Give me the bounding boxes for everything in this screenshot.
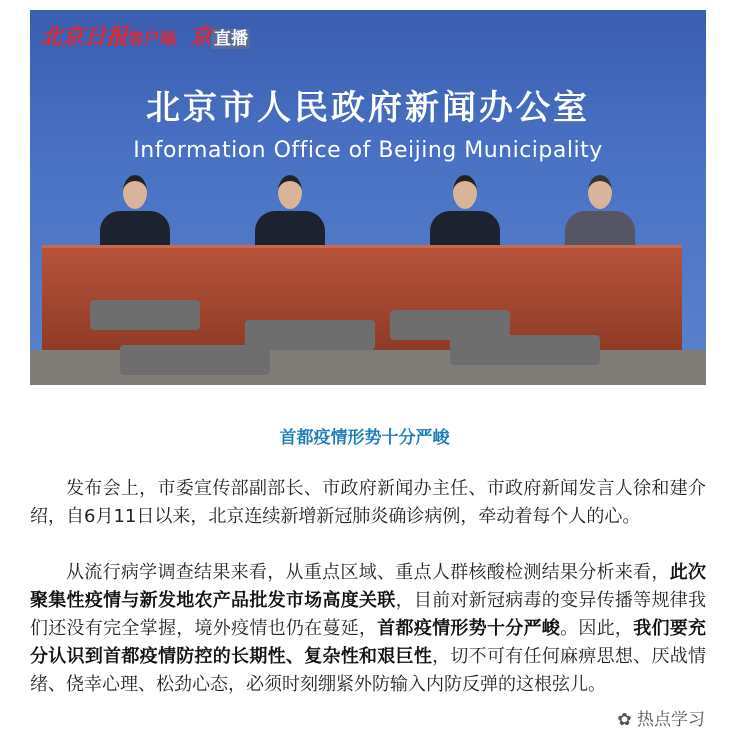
paragraph-text: ，切不可有任何麻痹思想、厌战情绪、侥幸心理、松劲心态，必须时刻绷紧外防输入内防反弹的这根弦儿。: [30, 646, 706, 695]
speaker: [255, 175, 325, 250]
paragraph-1: [30, 475, 706, 531]
bold-text: 首都疫情形势十分严峻: [377, 618, 561, 639]
speaker: [565, 175, 635, 250]
speaker: [430, 175, 500, 250]
beijing-daily-logo: [40, 20, 176, 51]
jing-live-logo: [190, 20, 250, 51]
section-title: 首都疫情形势十分严峻: [279, 428, 450, 448]
audience-seat: [120, 345, 270, 375]
logo-text: 北京日报: [40, 24, 129, 50]
audience-seat: [90, 300, 200, 330]
logo-live: 直播: [214, 29, 249, 49]
watermark-label: 热点学习: [637, 710, 705, 730]
wechat-icon: ✿: [617, 710, 637, 730]
paragraph-text: 发布会上，市委宣传部副部长、市政府新闻办主任、市政府新闻发言人徐和建介绍，自6月11日以来，北京连续新增新冠肺炎确诊病例，牵动着每个人的心。: [30, 478, 706, 527]
backdrop-english-title: Information Office of Beijing Municipality: [133, 138, 603, 163]
speaker: [100, 175, 170, 250]
backdrop-chinese-title: 北京市人民政府新闻办公室: [146, 88, 590, 128]
bold-text: 此次聚集性疫情与新发地农产品批发市场高度关联: [30, 562, 706, 611]
audience-seat: [450, 335, 600, 365]
paragraph-text: 从流行病学调查结果来看，从重点区域、重点人群核酸检测结果分析来看，: [66, 562, 670, 583]
paragraph-text: ，目前对新冠病毒的变异传播等规律我们还没有完全掌握，境外疫情也仍在蔓延，: [30, 590, 707, 639]
logo-jing: 京: [190, 25, 213, 50]
paragraph-text: 。因此，: [560, 618, 634, 639]
watermark: [617, 705, 705, 730]
press-conference-photo: [30, 10, 706, 385]
bold-text: 我们要充分认识到首都疫情防控的长期性、复杂性和艰巨性: [30, 618, 707, 667]
paragraph-2: [30, 559, 706, 699]
logo-client-text: 客户端: [128, 29, 177, 48]
